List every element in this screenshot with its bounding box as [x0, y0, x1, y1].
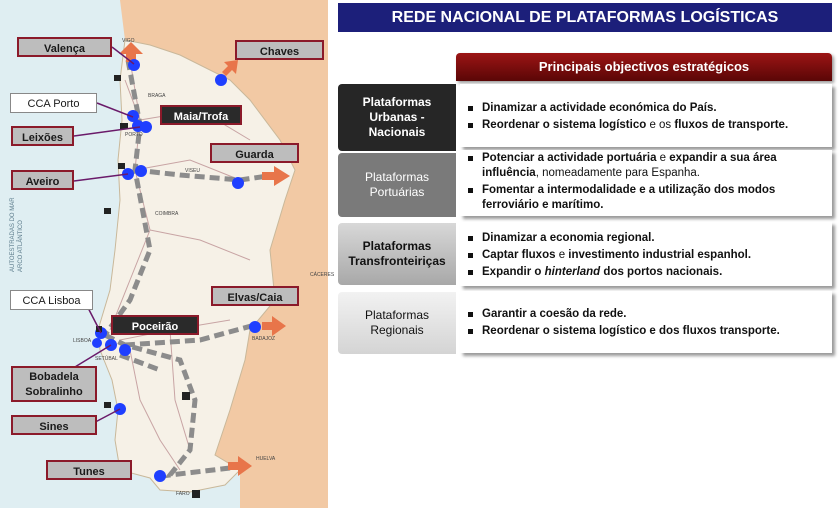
place-caceres: CÁCERES	[310, 272, 335, 278]
bullet-icon	[468, 270, 473, 275]
node-lisboa-b	[92, 338, 102, 348]
place-faro: FARO	[176, 491, 190, 497]
label-tunes: Tunes	[46, 460, 132, 480]
place-coimbra: COIMBRA	[155, 211, 179, 217]
category-name-line: Transfronteiriças	[348, 254, 446, 268]
node-tunes	[154, 470, 166, 482]
objective-text: Reordenar o sistema logístico	[482, 118, 647, 131]
place-lisboa: LISBOA	[73, 338, 92, 344]
airport-icon	[182, 392, 190, 400]
objectives-urbanas	[460, 84, 832, 147]
label-cca-porto: CCA Porto	[10, 93, 97, 113]
objective-text: Potenciar a actividade portuária	[482, 152, 657, 164]
node-elvas	[249, 321, 261, 333]
objectives-portuarias	[460, 150, 832, 216]
objective-text: , nomeadamente para Espanha.	[535, 167, 700, 179]
label-sines: Sines	[11, 415, 97, 435]
objective-item	[466, 231, 826, 246]
bullet-icon	[468, 106, 473, 111]
objective-text: dos portos nacionais.	[600, 265, 723, 278]
objective-text: e	[656, 152, 670, 164]
objective-text: fluxos de transporte.	[674, 118, 789, 131]
label-valenca: Valença	[17, 37, 112, 57]
page-title: REDE NACIONAL DE PLATAFORMAS LOGÍSTICAS	[338, 3, 832, 32]
category-name-line: Urbanas -	[369, 110, 425, 124]
bobadela-line2: Sobralinho	[25, 386, 83, 398]
objective-item	[466, 183, 826, 213]
section-subtitle: Principais objectivos estratégicos	[456, 53, 832, 81]
place-braga: BRAGA	[148, 93, 166, 99]
objective-text: Fomentar a intermodalidade e a utilização dos modos ferroviário e marítimo.	[482, 184, 776, 211]
ship-icon	[118, 163, 125, 169]
objective-text: Reordenar o sistema logístico e dos fluxos transporte.	[482, 325, 780, 337]
label-leixoes: Leixões	[11, 126, 74, 146]
sea-label-line2: ARCO ATLÂNTICO	[18, 220, 24, 272]
objective-text: Expandir o	[482, 265, 545, 278]
category-name-line: Nacionais	[368, 125, 426, 139]
place-badajoz: BADAJOZ	[252, 336, 276, 342]
label-guarda: Guarda	[210, 143, 299, 163]
category-transfronteiricas	[338, 223, 456, 285]
label-aveiro: Aveiro	[11, 170, 74, 190]
objective-item	[466, 118, 826, 133]
category-name-line: Plataformas	[362, 239, 432, 253]
airport-icon	[192, 490, 200, 498]
node-poceirao	[119, 344, 131, 356]
bullet-icon	[468, 188, 473, 193]
category-portuarias	[338, 153, 456, 217]
objective-item	[466, 151, 826, 181]
category-name-line: Plataformas	[364, 308, 430, 322]
objective-text: investimento industrial espanhol.	[568, 248, 752, 261]
category-name-line: Regionais	[370, 323, 424, 337]
category-name-line: Portuárias	[369, 185, 425, 199]
objective-text: hinterland	[544, 265, 601, 278]
label-chaves: Chaves	[235, 40, 324, 60]
objective-text: Captar fluxos	[482, 248, 556, 261]
objective-text: expandir a sua área influência	[482, 152, 777, 179]
sea-label-line1: AUTOESTRADAS DO MAR	[10, 197, 16, 272]
bullet-icon	[468, 123, 473, 128]
label-bobadela-sobralinho	[11, 366, 97, 402]
place-porto: PORTO	[125, 132, 143, 138]
objective-text: e	[555, 248, 569, 261]
objective-item	[466, 324, 826, 339]
objective-item	[466, 101, 826, 116]
category-name-line: Plataformas	[364, 170, 430, 184]
bullet-icon	[468, 236, 473, 241]
category-name-line: Plataformas	[362, 95, 432, 109]
node-aveiro-b	[135, 165, 147, 177]
place-viseu: VISEU	[185, 168, 201, 174]
category-urbanas-nacionais	[338, 84, 456, 151]
ship-icon	[104, 208, 111, 214]
bullet-icon	[468, 156, 473, 161]
objective-text: Dinamizar a actividade económica do País.	[482, 101, 717, 114]
objective-item	[466, 248, 826, 263]
bobadela-line1: Bobadela	[29, 371, 79, 383]
objective-text: Garantir a coesão da rede.	[482, 308, 627, 320]
objective-text: Dinamizar a economia regional.	[482, 231, 655, 244]
objective-text: e os	[646, 118, 675, 131]
label-cca-lisboa: CCA Lisboa	[10, 290, 93, 310]
ship-icon	[104, 402, 111, 408]
objectives-regionais	[460, 291, 832, 353]
node-chaves	[215, 74, 227, 86]
place-vigo: VIGO	[122, 38, 135, 44]
objectives-transfronteiricas	[460, 222, 832, 286]
bullet-icon	[468, 329, 473, 334]
objective-item	[466, 307, 826, 322]
ship-icon	[114, 75, 121, 81]
label-elvas-caia: Elvas/Caia	[211, 286, 299, 306]
node-guarda	[232, 177, 244, 189]
place-huelva: HUELVA	[256, 456, 276, 462]
label-poceirao: Poceirão	[111, 315, 199, 335]
objective-item	[466, 265, 826, 280]
category-regionais	[338, 292, 456, 354]
bullet-icon	[468, 253, 473, 258]
label-maia-trofa: Maia/Trofa	[160, 105, 242, 125]
bullet-icon	[468, 312, 473, 317]
place-setubal: SETÚBAL	[95, 356, 118, 362]
